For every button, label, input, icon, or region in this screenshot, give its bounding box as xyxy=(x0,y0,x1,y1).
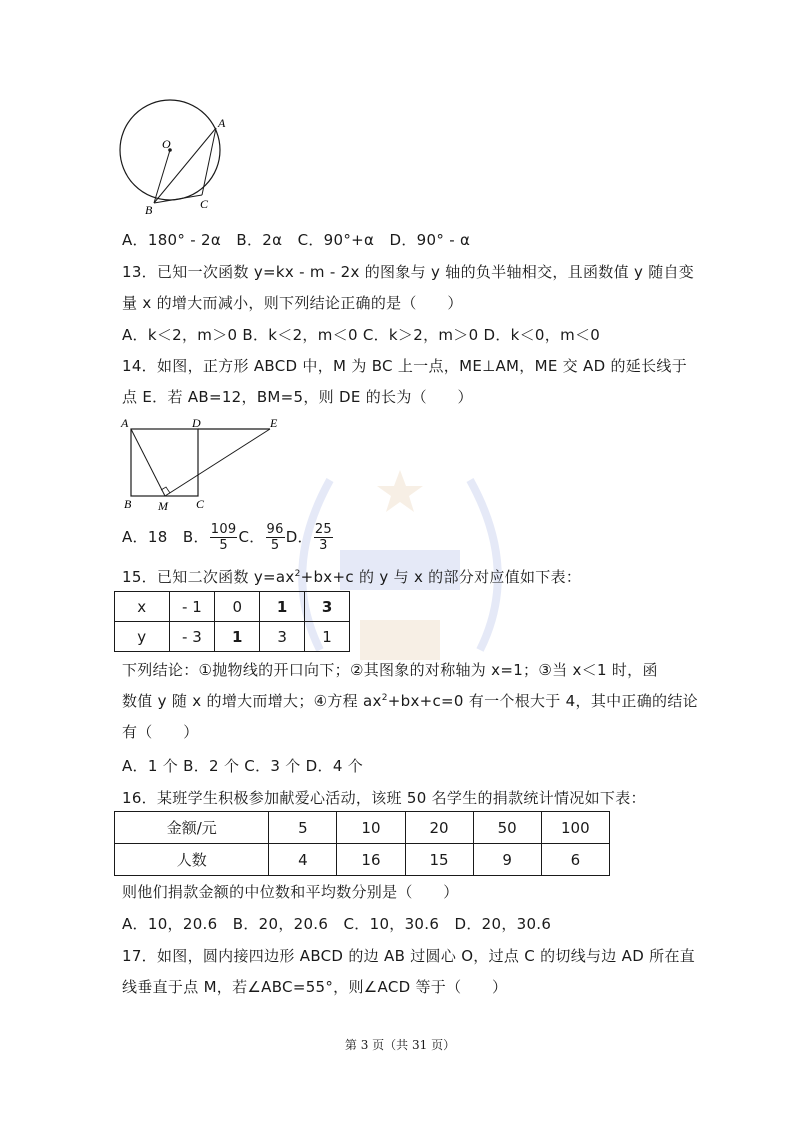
q14-line1: 14．如图，正方形 ABCD 中，M 为 BC 上一点，ME⊥AM，ME 交 AD 的延长线于 xyxy=(122,357,688,375)
q17-line1: 17．如图，圆内接四边形 ABCD 的边 AB 过圆心 O，过点 C 的切线与边 AD 所在直 xyxy=(122,947,696,965)
label-c: C xyxy=(200,197,209,211)
square-figure-q14 xyxy=(118,414,288,514)
label-m: M xyxy=(158,499,168,513)
q14-line2: 点 E．若 AB=12，BM=5，则 DE 的长为（ ） xyxy=(122,388,473,406)
label-b: B xyxy=(145,203,153,217)
table-cell: 16 xyxy=(337,844,405,876)
q16-options: A．10，20.6 B．20，20.6 C．10，30.6 D．20，30.6 xyxy=(122,915,552,933)
table-cell: - 1 xyxy=(169,592,215,622)
fraction-96-5: $\frac{96}{5}$ xyxy=(266,522,284,553)
table-cell: 100 xyxy=(541,812,609,844)
q13-line1: 13．已知一次函数 y=kx - m - 2x 的图象与 y 轴的负半轴相交，且函数值 y 随自变 xyxy=(122,263,695,281)
label-a: A xyxy=(218,116,226,130)
table-row xyxy=(115,812,610,844)
circle-figure-q12 xyxy=(112,95,237,220)
table-cell: 20 xyxy=(405,812,473,844)
label-o: O xyxy=(162,137,171,151)
q15-line1: 15．已知二次函数 $y=ax^2+bx+c$ 的 y 与 x 的部分对应值如下表： xyxy=(122,568,582,586)
q12-options: A．180° - 2α B．2α C．90°+α D．90° - α xyxy=(122,231,471,249)
table-cell: 1 xyxy=(215,622,260,652)
table-cell: x xyxy=(115,592,170,622)
q13-line2: 量 x 的增大而减小，则下列结论正确的是（ ） xyxy=(122,294,463,312)
table-cell: 5 xyxy=(269,812,337,844)
q14-option-a: A．18 B． xyxy=(122,528,209,546)
table-cell: 9 xyxy=(473,844,541,876)
fraction-109-5: $\frac{109}{5}$ xyxy=(210,522,237,553)
q15-text3: 有（ ） xyxy=(122,723,199,741)
fraction-25-3: $\frac{25}{3}$ xyxy=(314,522,333,553)
table-row xyxy=(115,622,350,652)
table-cell: 3 xyxy=(305,592,350,622)
table-cell: 50 xyxy=(473,812,541,844)
q15-text2: 数值 y 随 x 的增大而增大；④方程 $ax^2+bx+c=0$ 有一个根大于 4，其中正确的结论 xyxy=(122,692,698,710)
label-d: D xyxy=(192,416,201,430)
q16-question: 则他们捐款金额的中位数和平均数分别是（ ） xyxy=(122,883,459,901)
label-c: C xyxy=(196,497,205,511)
table-cell: y xyxy=(115,622,170,652)
table-cell: 6 xyxy=(541,844,609,876)
label-a: A xyxy=(121,416,129,430)
q16-table xyxy=(114,811,610,876)
page-footer: 第 3 页（共 31 页） xyxy=(344,1038,456,1052)
table-cell: - 3 xyxy=(169,622,215,652)
table-cell: 金额/元 xyxy=(115,812,269,844)
label-b: B xyxy=(124,497,132,511)
table-row xyxy=(115,592,350,622)
table-row xyxy=(115,844,610,876)
q13-options: A．k＜2，m＞0 B．k＜2，m＜0 C．k＞2，m＞0 D．k＜0，m＜0 xyxy=(122,326,601,344)
table-cell: 10 xyxy=(337,812,405,844)
table-cell: 4 xyxy=(269,844,337,876)
q14-options: A．18 B． $\frac{109}{5}$ C． $\frac{96}{5}$ D． $\frac{25}{3}$ xyxy=(122,522,333,553)
q17-line2: 线垂直于点 M，若∠ABC=55°，则∠ACD 等于（ ） xyxy=(122,978,508,996)
q15-options: A．1 个 B．2 个 C．3 个 D．4 个 xyxy=(122,757,364,775)
q16-line1: 16．某班学生积极参加献爱心活动，该班 50 名学生的捐款统计情况如下表： xyxy=(122,789,646,807)
table-cell: 3 xyxy=(260,622,305,652)
table-cell: 1 xyxy=(305,622,350,652)
label-e: E xyxy=(270,416,278,430)
q15-table xyxy=(114,591,350,652)
table-cell: 人数 xyxy=(115,844,269,876)
q15-text1: 下列结论：①抛物线的开口向下；②其图象的对称轴为 x=1；③当 x＜1 时，函 xyxy=(122,661,658,679)
table-cell: 15 xyxy=(405,844,473,876)
table-cell: 0 xyxy=(215,592,260,622)
table-cell: 1 xyxy=(260,592,305,622)
